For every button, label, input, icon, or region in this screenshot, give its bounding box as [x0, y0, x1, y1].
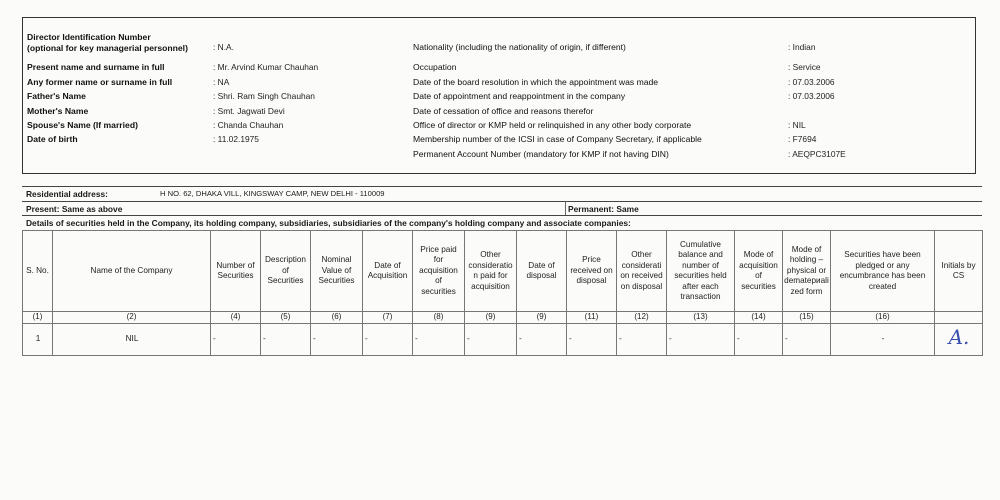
permanent-address: Permanent: Same — [568, 204, 639, 214]
row-cell: - — [261, 324, 311, 356]
header-cell: Date of Acquisition — [363, 231, 413, 312]
nationality-label: Nationality (including the nationality of origin, if different) — [413, 42, 626, 52]
board-resolution-value: : 07.03.2006 — [788, 77, 835, 87]
header-cell: Number of Securities — [211, 231, 261, 312]
column-number: (1) — [23, 312, 53, 324]
table-number-row — [23, 312, 983, 324]
column-number: (5) — [261, 312, 311, 324]
column-number: (8) — [413, 312, 465, 324]
header-cell: Other considerati on received on disposal — [617, 231, 667, 312]
securities-table — [22, 230, 983, 356]
residential-address-label: Residential address: — [26, 189, 108, 199]
header-cell: Price received on disposal — [567, 231, 617, 312]
father-name-label: Father's Name — [27, 91, 86, 101]
header-cell: Mode of holding – physical or dematериali zed form — [783, 231, 831, 312]
divider — [565, 201, 566, 215]
row-cell: - — [517, 324, 567, 356]
column-number: (12) — [617, 312, 667, 324]
row-cell: - — [667, 324, 735, 356]
header-cell: Cumulative balance and number of securities held after each transaction — [667, 231, 735, 312]
office-label: Office of director or KMP held or relinquished in any other body corporate — [413, 120, 692, 130]
row-cell: - — [617, 324, 667, 356]
spouse-name-value: : Chanda Chauhan — [213, 120, 284, 130]
header-cell: Nominal Value of Securities — [311, 231, 363, 312]
row-cell: - — [363, 324, 413, 356]
appointment-label: Date of appointment and reappointment in the company — [413, 91, 626, 101]
header-cell: Other consideratio n paid for acquisition — [465, 231, 517, 312]
appointment-value: : 07.03.2006 — [788, 91, 835, 101]
row-initials — [935, 324, 983, 356]
securities-section — [22, 186, 982, 366]
din-label: Director Identification Number (optional for key managerial personnel) — [27, 32, 188, 53]
dob-label: Date of birth — [27, 134, 78, 144]
column-number: (4) — [211, 312, 261, 324]
cessation-label: Date of cessation of office and reasons therefor — [413, 106, 594, 116]
name-value: : Mr. Arvind Kumar Chauhan — [213, 62, 319, 72]
row-cell: - — [311, 324, 363, 356]
present-address: Present: Same as above — [26, 204, 123, 214]
column-number: (2) — [53, 312, 211, 324]
header-cell: Price paid for acquisition of securities — [413, 231, 465, 312]
column-number: (11) — [567, 312, 617, 324]
former-name-value: : NA — [213, 77, 230, 87]
row-cell: - — [783, 324, 831, 356]
header-cell: Date of disposal — [517, 231, 567, 312]
row-cell: - — [735, 324, 783, 356]
pan-value: : AEQPC3107E — [788, 149, 846, 159]
header-cell: Securities have been pledged or any encumbrance has been created — [831, 231, 935, 312]
mother-name-value: : Smt. Jagwati Devi — [213, 106, 285, 116]
mother-name-label: Mother's Name — [27, 106, 89, 116]
occupation-label: Occupation — [413, 62, 457, 72]
din-value: : N.A. — [213, 42, 234, 52]
office-value: : NIL — [788, 120, 806, 130]
former-name-label: Any former name or surname in full — [27, 77, 173, 87]
column-number: (14) — [735, 312, 783, 324]
dob-value: : 11.02.1975 — [213, 134, 259, 144]
column-number: (13) — [667, 312, 735, 324]
divider — [22, 201, 982, 202]
column-number: (16) — [831, 312, 935, 324]
spouse-name-label: Spouse's Name (If married) — [27, 120, 138, 130]
occupation-value: : Service — [788, 62, 821, 72]
divider — [22, 186, 982, 187]
column-number: (9) — [517, 312, 567, 324]
pan-label: Permanent Account Number (mandatory for KMP if not having DIN) — [413, 149, 669, 159]
cs-signature: A. — [948, 324, 970, 349]
securities-details-heading: Details of securities held in the Company, its holding company, subsidiaries, subsidiaries of the company's holding company and associate companies: — [26, 218, 631, 228]
divider — [22, 215, 982, 216]
column-number: (15) — [783, 312, 831, 324]
row-pledged: - — [831, 324, 935, 356]
header-cell: Initials by CS — [935, 231, 983, 312]
residential-address-value: H NO. 62, DHAKA VILL, KINGSWAY CAMP, NEW DELHI - 110009 — [160, 189, 385, 198]
header-cell: Mode of acquisition of securities — [735, 231, 783, 312]
father-name-value: : Shri. Ram Singh Chauhan — [213, 91, 315, 101]
row-sno: 1 — [23, 324, 53, 356]
header-cell: Name of the Company — [53, 231, 211, 312]
row-cell: - — [211, 324, 261, 356]
membership-label: Membership number of the ICSI in case of Company Secretary, if applicable — [413, 134, 702, 144]
row-cell: - — [567, 324, 617, 356]
row-cell: - — [465, 324, 517, 356]
table-header-row — [23, 231, 983, 312]
column-number: (6) — [311, 312, 363, 324]
column-number: (9) — [465, 312, 517, 324]
header-cell: S. No. — [23, 231, 53, 312]
row-cell: - — [413, 324, 465, 356]
column-number: (7) — [363, 312, 413, 324]
board-resolution-label: Date of the board resolution in which the appointment was made — [413, 77, 659, 87]
header-cell: Description of Securities — [261, 231, 311, 312]
column-number — [935, 312, 983, 324]
membership-value: : F7694 — [788, 134, 817, 144]
director-details-box — [22, 17, 976, 174]
table-row — [23, 324, 983, 356]
row-company: NIL — [53, 324, 211, 356]
name-label: Present name and surname in full — [27, 62, 165, 72]
nationality-value: : Indian — [788, 42, 816, 52]
